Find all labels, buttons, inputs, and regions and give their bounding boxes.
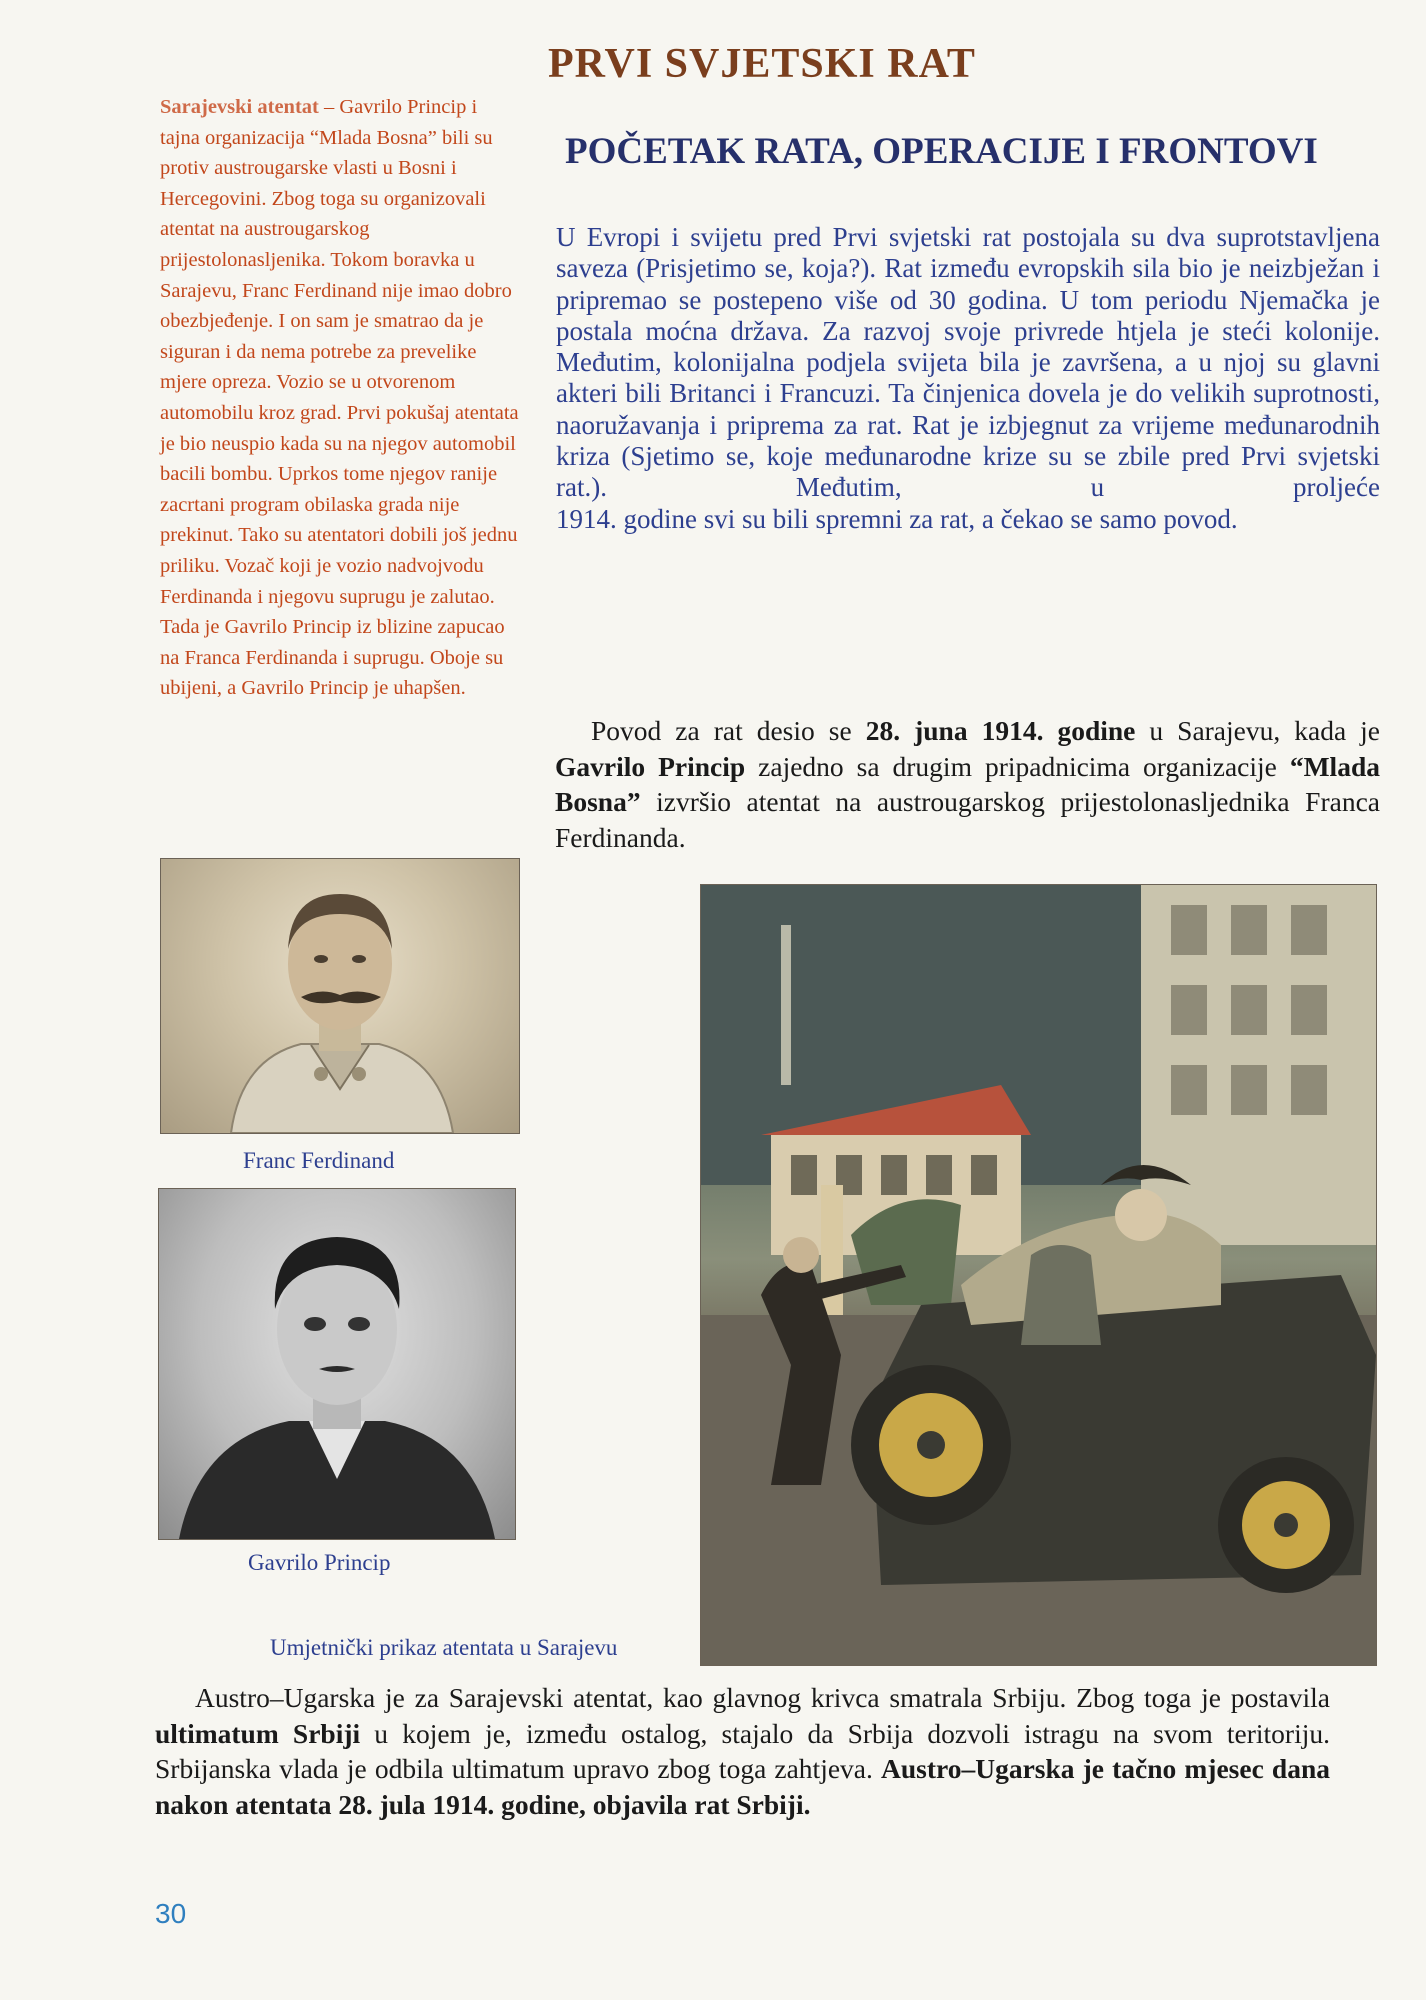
gavrilo-princip-caption: Gavrilo Princip <box>248 1550 391 1575</box>
ultimatum-text-1: Austro–Ugarska je za Sarajevski atentat, kao glavnog krivca smatrala Srbiju. Zbog toga je postavila <box>195 1682 1330 1713</box>
ultimatum-paragraph <box>155 1680 1330 1822</box>
page-number: 30 <box>155 1898 187 1929</box>
gavrilo-princip-portrait-drawing <box>159 1189 515 1539</box>
war-declaration-highlight: Austro–Ugarska je tačno mjesec dana nakon atentata 28. jula 1914. godine, objavila rat Srbiji. <box>155 1753 1330 1820</box>
sidebar-note-body: – Gavrilo Princip i tajna organizacija “Mlada Bosna” bili su protiv austrougarske vlasti u Bosni i Hercegovini. Zbog toga su organizovali atentat na austrougarskog prijestolonasljenika. Tokom boravka u Sarajevu, Franc Ferdinand nije imao dobro obezbjeđenje. I on sam je smatrao da je siguran i da nema potrebe za prevelike mjere opreza. Vozio se u otvorenom automobilu kroz grad. Prvi pokušaj atentata je bio neuspio kada su na njegov automobil bacili bombu. Uprkos tome njegov ranije zacrtani program obilaska grada nije prekinut. Tako su atentatori dobili još jednu priliku. Vozač koji je vozio nadvojvodu Ferdinanda i njegovu suprugu je zalutao. Tada je Gavrilo Princip iz blizine zapucao na Franca Ferdinanda i suprugu. Oboje su ubijeni, a Gavrilo Princip je uhapšen. <box>160 96 519 700</box>
sidebar-note-lead: Sarajevski atentat <box>160 96 319 118</box>
cause-date: 28. juna 1914. godine <box>865 715 1136 746</box>
intro-paragraph <box>556 222 1380 535</box>
cause-assassin: Gavrilo Princip <box>555 750 746 782</box>
section-title: POČETAK RATA, OPERACIJE I FRONTOVI <box>565 131 1318 172</box>
ultimatum-text-2: u kojem je, između ostalog, stajalo da Srbija dozvoli istragu na svom teritoriju. Srbijanska vlada je odbila ultimatum upravo zbog toga zahtjeva. <box>155 1717 1330 1784</box>
franc-ferdinand-caption: Franc Ferdinand <box>243 1148 395 1173</box>
intro-paragraph-main: U Evropi i svijetu pred Prvi svjetski rat postojala su dva suprotstavljena saveza (Prisjetimo se, koja?). Rat između evropskih sila bio je neizbježan i pripremao se postepeno više od 30 godina. U tom periodu Njemačka je postala moćna država. Za razvoj svoje privrede htjela je steći kolonije. Međutim, kolonijalna podjela svijeta bila je završena, a u njoj su glavni akteri bili Britanci i Francuzi. Ta činjenica dovela je do velikih suprotnosti, naoružavanja i priprema za rat. Rat je izbjegnut za vrijeme međunarodnih kriza (Sjetimo se, koje međunarodne krize su se zbile pred Prvi svjetski rat.). Međutim, u proljeće <box>556 222 1380 503</box>
chapter-title: PRVI SVJETSKI RAT <box>548 41 976 87</box>
assassination-illustration <box>700 884 1377 1666</box>
assassination-illustration-caption: Umjetnički prikaz atentata u Sarajevu <box>270 1635 618 1660</box>
cause-paragraph <box>555 713 1380 855</box>
cause-text-4: izvršio atentat na austrougarskog prijestolonasljednika Franca Ferdinanda. <box>555 786 1380 853</box>
assassination-illustration-drawing <box>701 885 1376 1665</box>
cause-text-3: zajedno sa drugim pripadnicima organizacije <box>745 750 1290 782</box>
gavrilo-princip-photo <box>158 1188 516 1540</box>
cause-organization: “Mlada Bosna” <box>555 750 1380 817</box>
sidebar-note <box>160 92 520 704</box>
cause-text-2: u Sarajevu, kada je <box>1135 715 1380 746</box>
ultimatum-highlight: ultimatum Srbiji <box>155 1717 361 1749</box>
intro-paragraph-last-line: 1914. godine svi su bili spremni za rat, a čekao se samo povod. <box>556 503 1238 534</box>
franc-ferdinand-portrait-drawing <box>161 859 519 1133</box>
franc-ferdinand-photo <box>160 858 520 1134</box>
cause-text-1: Povod za rat desio se <box>591 715 866 746</box>
